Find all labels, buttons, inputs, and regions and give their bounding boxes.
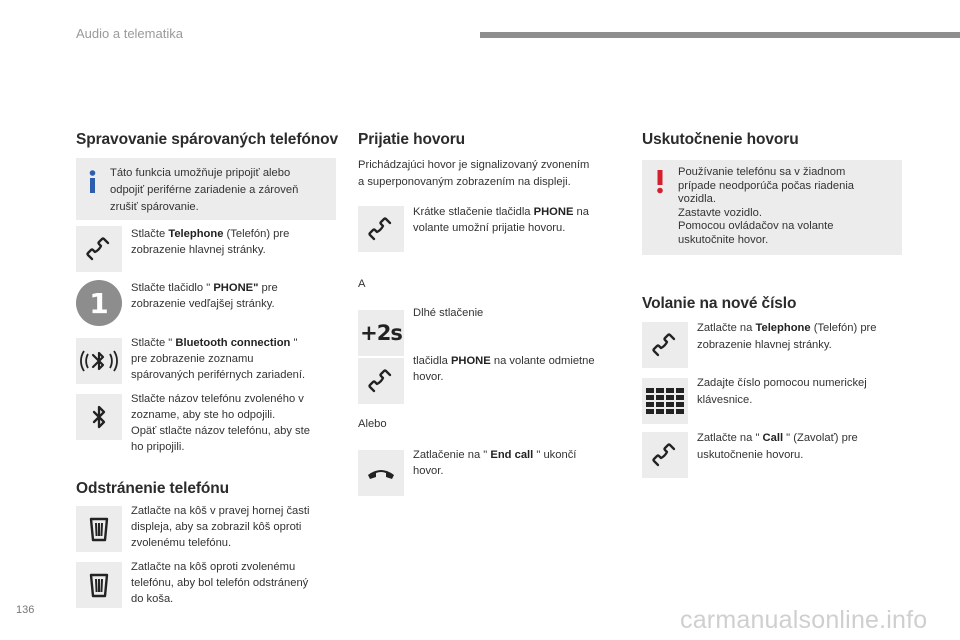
phone-handset-icon xyxy=(366,214,396,244)
step-text: na volante odmietne xyxy=(490,355,595,367)
section-title-new-number: Volanie na nové číslo xyxy=(642,295,797,312)
step-bold: PHONE xyxy=(450,355,491,367)
intro-text: a superponovaným zobrazením na displeji. xyxy=(358,176,571,188)
step-text: Stlačte " xyxy=(131,337,176,349)
phone-handset-icon xyxy=(650,330,680,360)
telephone-button-icon-box xyxy=(76,226,122,272)
bluetooth-search-icon xyxy=(79,341,119,381)
step-text: displeja, aby sa zobrazil kôš oproti xyxy=(131,521,302,533)
info-icon xyxy=(88,170,97,199)
phone-button-icon-box xyxy=(358,358,404,404)
end-call-icon-box xyxy=(358,450,404,496)
long-press-icon-box xyxy=(358,310,404,356)
two-seconds-icon: +2s xyxy=(360,321,402,345)
info-note xyxy=(76,158,336,220)
step-text: Stlačte tlačidlo " xyxy=(131,282,214,294)
trash-icon-box xyxy=(76,562,122,608)
phone-button-icon-box xyxy=(358,206,404,252)
call-button-icon-box xyxy=(642,432,688,478)
warning-line: Pomocou ovládačov na volante xyxy=(678,220,834,233)
step-text: telefónu, aby bol telefón odstránený xyxy=(131,577,309,589)
separator-a: A xyxy=(358,278,366,290)
step-text: zobrazenie vedľajšej stránky. xyxy=(131,298,275,310)
header-title: Audio a telematika xyxy=(76,26,183,41)
step-text: Zatlačte na " xyxy=(697,432,763,444)
telephone-button-icon-box xyxy=(642,322,688,368)
section-title-pairing: Spravovanie spárovaných telefónov xyxy=(76,131,339,148)
step-text: zvolenému telefónu. xyxy=(131,537,232,549)
step-text: tlačidla xyxy=(413,355,451,367)
intro-text: Prichádzajúci hovor je signalizovaný zvonením xyxy=(358,159,590,171)
step-text: hovor. xyxy=(413,465,444,477)
step-text: ho pripojili. xyxy=(131,441,185,453)
page-number: 136 xyxy=(16,604,35,616)
step-bold: Call xyxy=(762,432,784,444)
info-note-line: zrušiť spárovanie. xyxy=(110,201,199,213)
bluetooth-device-icon-box xyxy=(76,394,122,440)
warning-note xyxy=(642,160,902,255)
step-text: (Telefón) pre xyxy=(810,322,877,334)
step-text: do koša. xyxy=(131,593,174,605)
step-bold: PHONE xyxy=(533,206,574,218)
section-title-make-call: Uskutočnenie hovoru xyxy=(642,131,799,148)
warning-icon xyxy=(656,170,664,199)
warning-line: uskutočnite hovor. xyxy=(678,233,769,246)
step-text: Zatlačte na kôš v pravej hornej časti xyxy=(131,505,310,517)
trash-icon xyxy=(84,514,114,544)
step-bold: Telephone xyxy=(755,322,811,334)
separator-alebo: Alebo xyxy=(358,418,387,430)
section-title-answer-call: Prijatie hovoru xyxy=(358,131,466,148)
step-text: klávesnice. xyxy=(697,394,753,406)
trash-icon-box xyxy=(76,506,122,552)
chapter-badge: 1 xyxy=(76,280,122,326)
step-text: volante umožní prijatie hovoru. xyxy=(413,222,566,234)
header-bar xyxy=(480,32,960,38)
step-bold: PHONE" xyxy=(213,282,259,294)
warning-line: Používanie telefónu sa v žiadnom xyxy=(678,166,846,178)
long-press-label: Dlhé stlačenie xyxy=(413,307,484,319)
keypad-icon xyxy=(646,388,684,414)
step-text: Stlačte xyxy=(131,228,169,240)
step-text: Stlačte názov telefónu zvoleného v xyxy=(131,393,304,405)
info-note-line: Táto funkcia umožňuje pripojiť alebo xyxy=(110,167,291,179)
bluetooth-connection-icon-box xyxy=(76,338,122,384)
step-bold: End call xyxy=(490,449,534,461)
warning-line: Zastavte vozidlo. xyxy=(678,206,762,219)
step-text: Zadajte číslo pomocou numerickej xyxy=(697,377,867,389)
bluetooth-icon xyxy=(84,402,114,432)
step-text: zozname, aby ste ho odpojili. xyxy=(131,409,276,421)
hang-up-icon xyxy=(365,463,397,483)
step-bold: Telephone xyxy=(168,228,224,240)
warning-line: vozidla. xyxy=(678,193,716,206)
trash-icon xyxy=(84,570,114,600)
step-text: " (Zavolať) pre xyxy=(783,432,858,444)
step-text: (Telefón) pre xyxy=(223,228,290,240)
phone-handset-icon xyxy=(84,234,114,264)
step-text: pre zobrazenie zoznamu xyxy=(131,353,254,365)
step-text: spárovaných periférnych zariadení. xyxy=(131,369,306,381)
step-text: Zatlačenie na " xyxy=(413,449,491,461)
phone-handset-icon xyxy=(366,366,396,396)
section-title-remove-phone: Odstránenie telefónu xyxy=(76,480,230,497)
step-text: " xyxy=(290,337,298,349)
step-text: uskutočnenie hovoru. xyxy=(697,449,804,461)
watermark: carmanualsonline.info xyxy=(680,606,928,634)
step-text: zobrazenie hlavnej stránky. xyxy=(697,339,832,351)
step-text: Zatlačte na kôš oproti zvolenému xyxy=(131,561,296,573)
step-bold: Bluetooth connection xyxy=(175,337,291,349)
step-text: zobrazenie hlavnej stránky. xyxy=(131,244,266,256)
step-text: Opäť stlačte názov telefónu, aby ste xyxy=(131,425,310,437)
step-text: Krátke stlačenie tlačidla xyxy=(413,206,534,218)
keypad-icon-box xyxy=(642,378,688,424)
step-text: hovor. xyxy=(413,371,444,383)
warning-line: prípade neodporúča počas riadenia xyxy=(678,179,855,192)
info-note-line: odpojiť periférne zariadenie a zároveň xyxy=(110,184,299,196)
step-text: na xyxy=(573,206,589,218)
phone-handset-icon xyxy=(650,440,680,470)
step-text: pre xyxy=(258,282,278,294)
step-text: Zatlačte na xyxy=(697,322,756,334)
step-text: " ukončí xyxy=(533,449,577,461)
